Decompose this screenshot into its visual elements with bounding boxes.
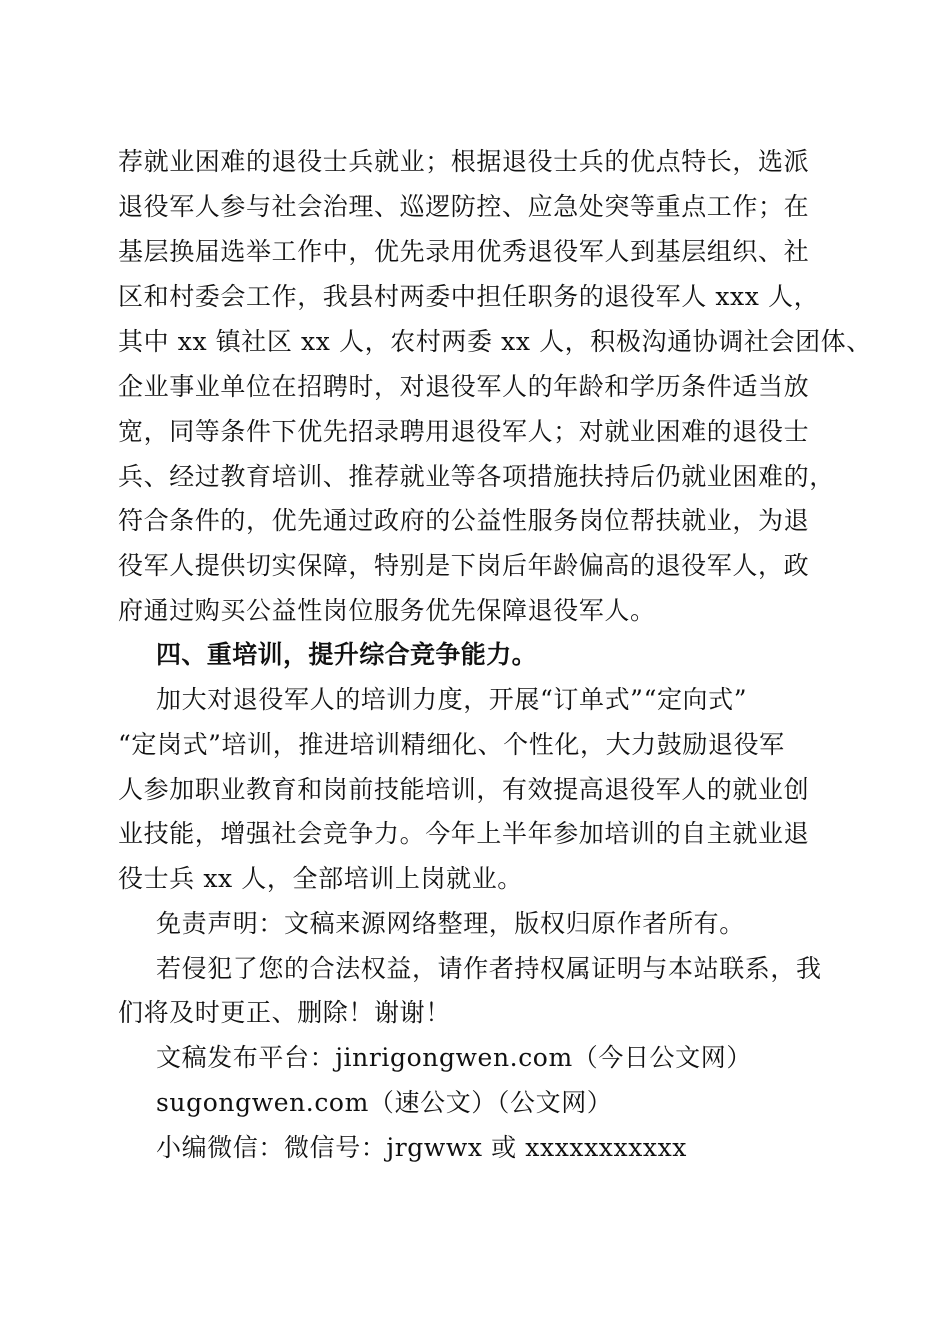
body-text-line: 人参加职业教育和岗前技能培训，有效提高退役军人的就业创 [118,775,810,804]
disclaimer-line: 若侵犯了您的合法权益，请作者持权属证明与本站联系，我 [156,954,822,983]
body-text-line: “定岗式”培训，推进培训精细化、个性化，大力鼓励退役军 [118,730,785,759]
body-text-line: 企业事业单位在招聘时，对退役军人的年龄和学历条件适当放 [118,372,810,401]
platform-line: 小编微信：微信号：jrgwwx 或 xxxxxxxxxxx [156,1133,687,1162]
body-text-line: 区和村委会工作，我县村两委中担任职务的退役军人 xxx 人， [118,282,820,311]
platform-line: 文稿发布平台：jinrigongwen.com（今日公文网） [156,1043,752,1072]
body-text-line: 宽，同等条件下优先招录聘用退役军人；对就业困难的退役士 [118,417,810,446]
section-heading: 四、重培训，提升综合竞争能力。 [156,640,538,669]
disclaimer-line: 们将及时更正、删除！谢谢！ [118,998,451,1027]
body-text-line: 业技能，增强社会竞争力。今年上半年参加培训的自主就业退 [118,819,810,848]
body-text-line: 府通过购买公益性岗位服务优先保障退役军人。 [118,596,656,625]
body-text-line: 荐就业困难的退役士兵就业；根据退役士兵的优点特长，选派 [118,147,810,176]
body-text-line: 役军人提供切实保障，特别是下岗后年龄偏高的退役军人，政 [118,551,810,580]
body-text-line: 其中 xx 镇社区 xx 人，农村两委 xx 人，积极沟通协调社会团体、 [118,327,872,356]
body-text-line: 符合条件的，优先通过政府的公益性服务岗位帮扶就业，为退 [118,506,810,535]
body-text-line: 加大对退役军人的培训力度，开展“订单式”“定向式” [156,685,748,714]
body-text-line: 基层换届选举工作中，优先录用优秀退役军人到基层组织、社 [118,237,810,266]
body-text-line: 役士兵 xx 人，全部培训上岗就业。 [118,864,523,893]
body-text-line: 兵、经过教育培训、推荐就业等各项措施扶持后仍就业困难的， [118,462,835,491]
disclaimer-line: 免责声明：文稿来源网络整理，版权归原作者所有。 [156,909,745,938]
body-text-line: 退役军人参与社会治理、巡逻防控、应急处突等重点工作；在 [118,192,810,221]
platform-line: sugongwen.com（速公文）（公文网） [156,1088,613,1117]
